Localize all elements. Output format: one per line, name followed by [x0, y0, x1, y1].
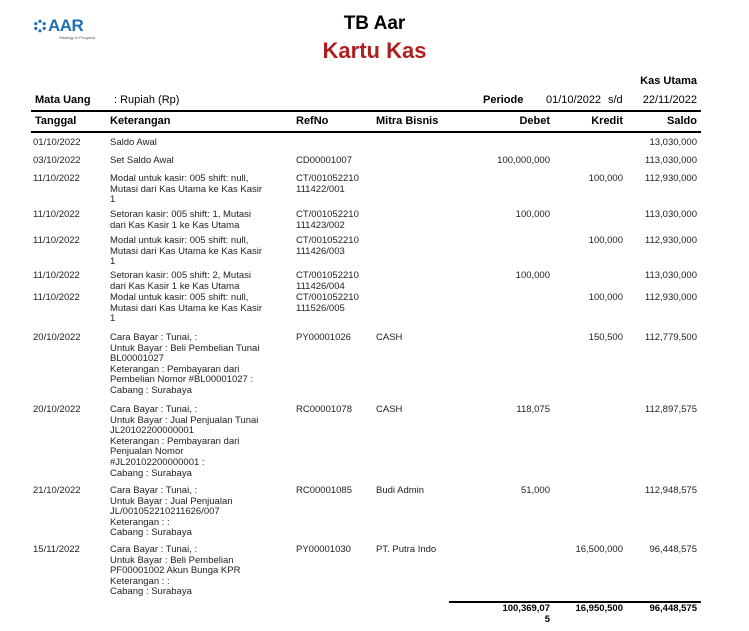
row-description-line: #JL20102200000001 : — [110, 457, 205, 468]
row-description-line: 1 — [110, 194, 116, 206]
total-kredit: 16,950,500 — [575, 603, 623, 614]
logo-tagline: Strategy in Progress — [59, 35, 96, 40]
row-date: 11/10/2022 — [33, 292, 80, 303]
row-date: 21/10/2022 — [33, 485, 81, 496]
report-title: Kartu Kas — [322, 38, 427, 63]
row-refno-line: 111426/004 — [296, 280, 345, 292]
row-description-line: Untuk Bayar : Beli Pembelian Tunai — [110, 342, 260, 354]
total-debet-cont: 5 — [544, 614, 550, 625]
row-saldo: 112,897,575 — [644, 404, 697, 415]
col-kredit: Kredit — [591, 115, 623, 127]
row-description-line: Untuk Bayar : Beli Pembelian — [110, 554, 234, 566]
row-description-line: Keterangan : Pembayaran dari — [110, 435, 240, 447]
row-refno-line: RC00001078 — [296, 404, 352, 415]
row-description-line: Modal untuk kasir: 005 shift: null, — [110, 173, 249, 184]
row-description-line: Pembelian Nomor #BL00001027 : — [110, 374, 254, 386]
row-kredit: 100,000 — [588, 292, 623, 303]
row-description-line: BL00001027 — [110, 353, 164, 365]
row-date: 03/10/2022 — [33, 155, 81, 166]
row-saldo: 112,930,000 — [644, 292, 697, 303]
col-refno: RefNo — [296, 115, 329, 127]
row-date: 20/10/2022 — [33, 404, 81, 415]
row-description-line: Saldo Awal — [110, 137, 157, 148]
row-description-line: Mutasi dari Kas Utama ke Kas Kasir — [110, 245, 263, 257]
row-refno-line: CT/001052210 — [296, 235, 359, 246]
row-description-line: Cara Bayar : Tunai, : — [110, 404, 198, 415]
row-kredit: 100,000 — [588, 173, 623, 184]
row-saldo: 112,948,575 — [644, 485, 697, 496]
logo-text: AAR — [48, 16, 84, 35]
row-refno-line: PY00001026 — [296, 332, 351, 343]
row-kredit: 100,000 — [588, 235, 623, 246]
period-from: 01/10/2022 — [546, 94, 602, 106]
row-description-line: dari Kas Kasir 1 ke Kas Utama — [110, 280, 240, 292]
row-description-line: Setoran kasir: 005 shift: 1, Mutasi — [110, 209, 251, 220]
row-description-line: Cabang : Surabaya — [110, 467, 192, 479]
row-description-line: Cabang : Surabaya — [110, 385, 192, 396]
row-debet: 100,000,000 — [497, 155, 550, 166]
row-debet: 51,000 — [520, 485, 550, 496]
kas-name: Kas Utama — [640, 75, 697, 87]
row-description-line: Cara Bayar : Tunai, : — [110, 544, 198, 555]
row-description-line: Cara Bayar : Tunai, : — [110, 485, 198, 496]
row-refno-line: CT/001052210 — [296, 209, 359, 220]
row-refno-line: 111423/002 — [296, 219, 345, 231]
currency-label: Mata Uang — [35, 94, 91, 106]
row-description-line: dari Kas Kasir 1 ke Kas Utama — [110, 219, 240, 231]
row-date: 01/10/2022 — [33, 137, 81, 148]
row-description-line: Setoran kasir: 005 shift: 2, Mutasi — [110, 270, 251, 281]
period-label: Periode — [483, 94, 524, 106]
row-saldo: 112,779,500 — [644, 332, 697, 343]
row-date: 11/10/2022 — [33, 270, 80, 281]
row-refno-line: 111426/003 — [296, 245, 345, 257]
row-description-line: Modal untuk kasir: 005 shift: null, — [110, 292, 249, 303]
row-description-line: Untuk Bayar : Jual Penjualan — [110, 495, 233, 507]
period-to: 22/11/2022 — [642, 94, 697, 106]
row-description-line: Untuk Bayar : Jual Penjualan Tunai — [110, 414, 259, 426]
total-saldo: 96,448,575 — [649, 603, 697, 614]
row-mitra-bisnis: Budi Admin — [376, 485, 425, 496]
col-keterangan: Keterangan — [110, 115, 171, 127]
row-description-line: 1 — [110, 256, 116, 268]
row-refno-line: 111526/005 — [296, 302, 345, 314]
row-description-line: Cabang : Surabaya — [110, 586, 192, 598]
row-debet: 100,000 — [515, 209, 550, 220]
header-top-rule — [31, 110, 701, 112]
row-description-line: Penjualan Nomor — [110, 446, 184, 458]
row-date: 11/10/2022 — [33, 173, 80, 184]
row-description-line: Modal untuk kasir: 005 shift: null, — [110, 235, 249, 246]
row-refno-line: 111422/001 — [296, 183, 345, 195]
row-refno-line: CT/001052210 — [296, 292, 359, 303]
col-saldo: Saldo — [667, 115, 697, 127]
row-description-line: Keterangan : : — [110, 575, 170, 587]
row-description-line: 1 — [110, 313, 116, 325]
row-description-line: Keterangan : Pembayaran dari — [110, 363, 240, 375]
row-mitra-bisnis: CASH — [376, 332, 403, 343]
row-date: 11/10/2022 — [33, 209, 80, 220]
row-saldo: 113,030,000 — [644, 209, 697, 220]
row-description-line: Mutasi dari Kas Utama ke Kas Kasir — [110, 302, 263, 314]
col-mitra-bisnis: Mitra Bisnis — [376, 115, 439, 127]
row-refno-line: CD00001007 — [296, 155, 352, 166]
row-debet: 100,000 — [515, 270, 550, 281]
row-description-line: Set Saldo Awal — [110, 155, 174, 166]
row-description-line: Cara Bayar : Tunai, : — [110, 332, 198, 343]
row-description-line: JL20102200000001 — [110, 425, 195, 437]
period-separator: s/d — [608, 94, 623, 106]
row-saldo: 112,930,000 — [644, 235, 697, 246]
row-description-line: PF00001002 Akun Bunga KPR — [110, 565, 241, 577]
company-name: TB Aar — [343, 13, 406, 34]
row-saldo: 113,030,000 — [644, 155, 697, 166]
total-debet: 100,369,07 — [502, 603, 550, 614]
row-refno-line: CT/001052210 — [296, 173, 359, 184]
col-debet: Debet — [519, 115, 550, 127]
row-saldo: 112,930,000 — [644, 173, 697, 184]
row-kredit: 16,500,000 — [575, 544, 623, 555]
col-tanggal: Tanggal — [35, 115, 77, 127]
row-refno-line: PY00001030 — [296, 544, 351, 555]
row-description-line: Mutasi dari Kas Utama ke Kas Kasir — [110, 183, 263, 195]
row-saldo: 113,030,000 — [644, 270, 697, 281]
row-refno-line: RC00001085 — [296, 485, 352, 496]
row-mitra-bisnis: PT. Putra Indo — [376, 544, 437, 555]
row-date: 15/11/2022 — [33, 544, 80, 555]
row-saldo: 13,030,000 — [649, 137, 697, 148]
row-date: 11/10/2022 — [33, 235, 80, 246]
row-debet: 118,075 — [516, 404, 550, 415]
row-kredit: 150,500 — [588, 332, 623, 343]
row-date: 20/10/2022 — [33, 332, 81, 343]
row-mitra-bisnis: CASH — [376, 404, 403, 415]
row-refno-line: CT/001052210 — [296, 270, 359, 281]
row-description-line: JL/001052210211626/007 — [110, 506, 220, 518]
row-description-line: Keterangan : : — [110, 516, 170, 528]
currency-value: : Rupiah (Rp) — [114, 94, 180, 106]
header-bottom-rule — [31, 131, 701, 133]
row-description-line: Cabang : Surabaya — [110, 527, 192, 539]
row-saldo: 96,448,575 — [649, 544, 697, 555]
